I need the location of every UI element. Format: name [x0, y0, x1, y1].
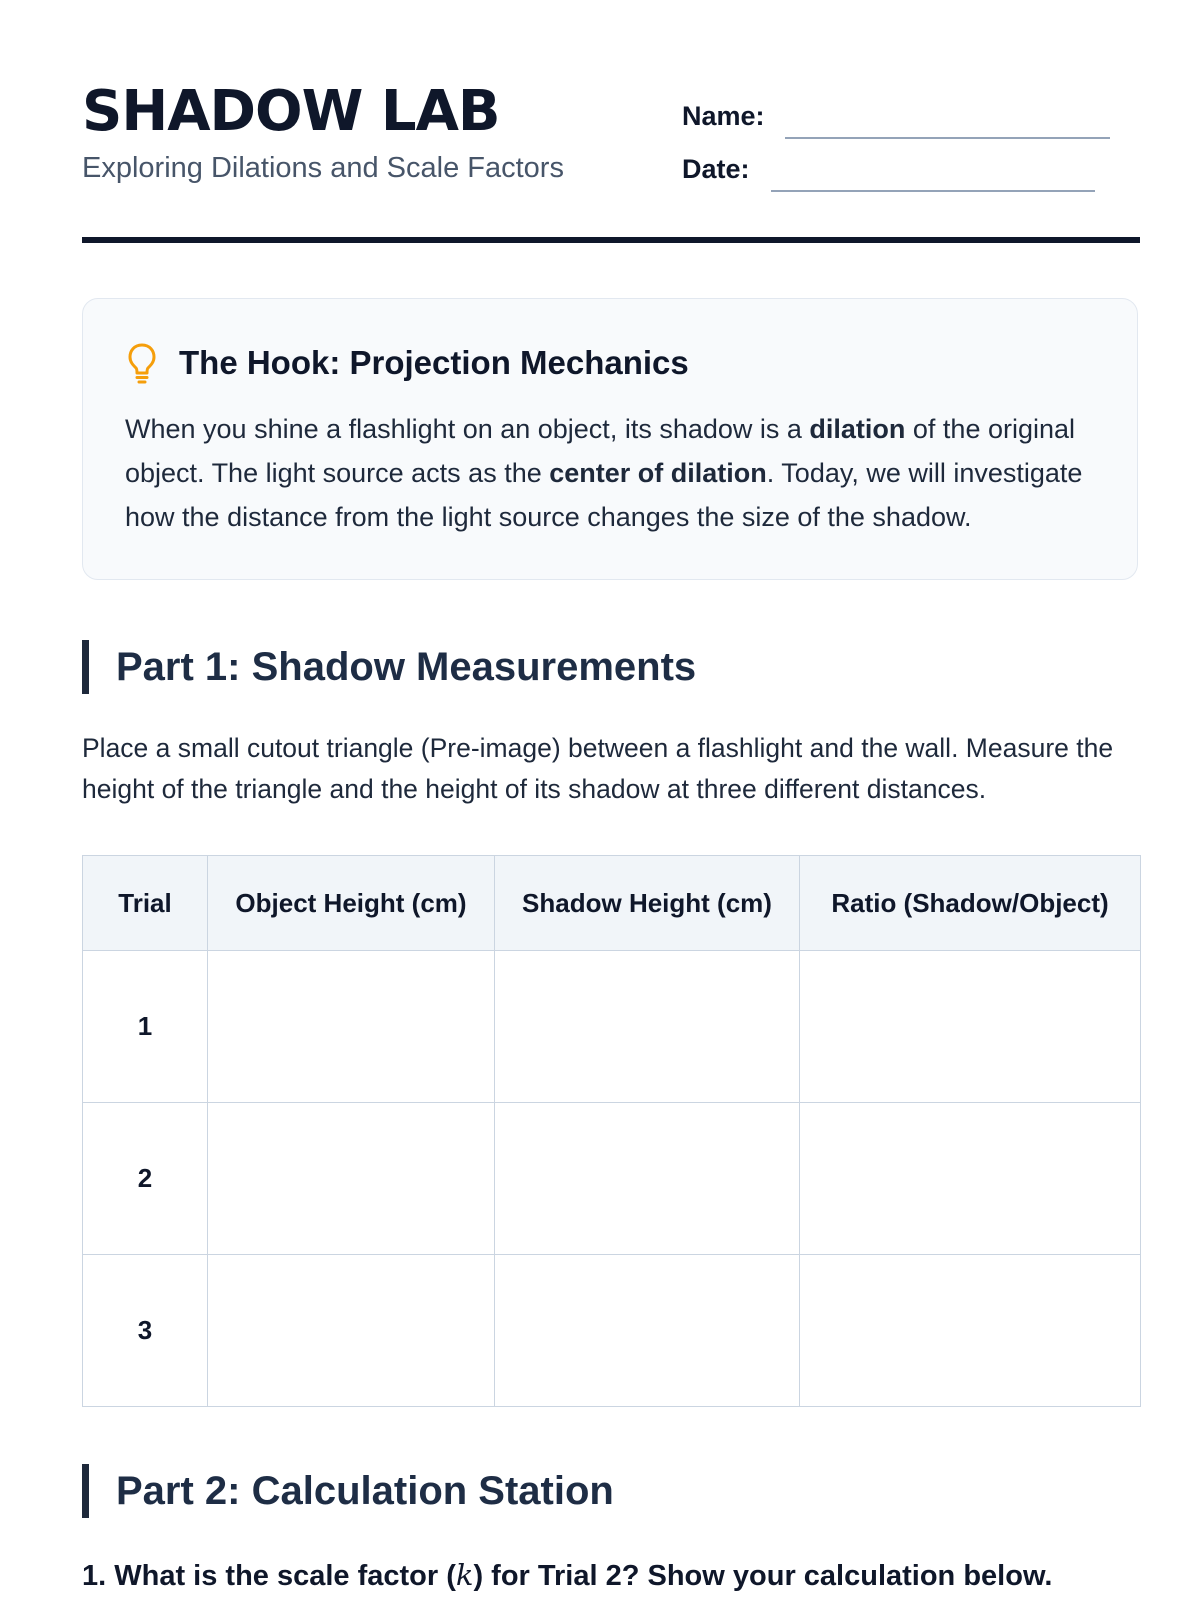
date-input-line[interactable] [771, 190, 1095, 192]
column-header: Shadow Height (cm) [495, 856, 800, 951]
hook-title: The Hook: Projection Mechanics [179, 344, 689, 381]
table-row [83, 951, 1141, 1103]
name-input-line[interactable] [785, 137, 1110, 139]
table-header-row [83, 856, 1141, 951]
column-header: Object Height (cm) [208, 856, 495, 951]
object-height-cell[interactable] [208, 951, 495, 1103]
object-height-cell[interactable] [208, 1255, 495, 1407]
measurement-table [82, 855, 1141, 1407]
worksheet-header [82, 0, 1140, 248]
hook-callout [82, 298, 1138, 580]
shadow-height-cell[interactable] [495, 951, 800, 1103]
question-1-text-start: 1. What is the scale factor ( [82, 1560, 456, 1592]
name-label: Name: [682, 101, 765, 131]
column-header: Trial [83, 856, 208, 951]
question-1 [82, 1555, 1052, 1596]
question-1-text-end: ) for Trial 2? Show your calculation below. [473, 1560, 1053, 1592]
date-label: Date: [682, 154, 750, 184]
ratio-cell[interactable] [800, 1255, 1141, 1407]
scale-factor-variable: k [455, 1558, 474, 1592]
part1-instructions: Place a small cutout triangle (Pre-image) between a flashlight and the wall. Measure the height of the triangle and the height of its shadow at three different distances. [82, 733, 1114, 804]
trial-number: 3 [83, 1255, 208, 1407]
shadow-height-cell[interactable] [495, 1103, 800, 1255]
table-row [83, 1103, 1141, 1255]
hook-body [125, 407, 1095, 539]
trial-number: 1 [83, 951, 208, 1103]
hook-text-1: When you shine a flashlight on an object, its shadow is a [125, 414, 810, 444]
worksheet-page [82, 0, 1140, 1592]
ratio-cell[interactable] [800, 951, 1141, 1103]
hook-text-3: . Today, we will investigate how the distance from the light source changes the size of the shadow. [125, 458, 1083, 532]
trial-number: 2 [83, 1103, 208, 1255]
hook-text-2: of the original object. The light source acts as the [125, 414, 1076, 488]
term-center-of-dilation: center of dilation [549, 458, 767, 488]
ratio-cell[interactable] [800, 1103, 1141, 1255]
shadow-height-cell[interactable] [495, 1255, 800, 1407]
part2-heading: Part 2: Calculation Station [82, 1464, 614, 1518]
worksheet-title: SHADOW LAB [82, 79, 500, 144]
term-dilation: dilation [809, 414, 906, 444]
column-header: Ratio (Shadow/Object) [800, 856, 1141, 951]
table-row [83, 1255, 1141, 1407]
header-divider [82, 237, 1140, 243]
part1-heading: Part 1: Shadow Measurements [82, 640, 696, 694]
worksheet-subtitle: Exploring Dilations and Scale Factors [82, 152, 564, 184]
lightbulb-icon [127, 342, 157, 384]
object-height-cell[interactable] [208, 1103, 495, 1255]
